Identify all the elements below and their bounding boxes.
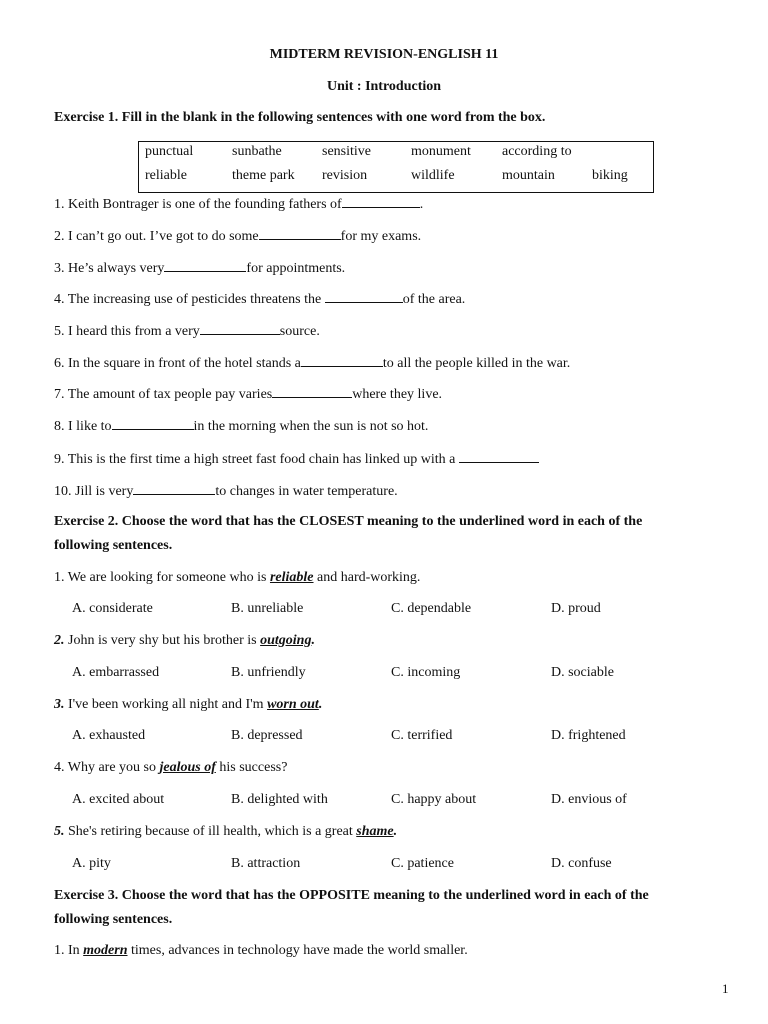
item-text: 2. I can’t go out. I’ve got to do some [54,229,259,244]
box-word: punctual [145,144,194,159]
exercise3-heading: Exercise 3. Choose the word that has the OPPOSITE meaning to the underlined word in each of the [54,888,649,903]
item-text: of the area. [402,292,466,307]
question-number: 2. [54,633,65,648]
exercise2-question [54,824,397,840]
item-text: 7. The amount of tax people pay varies [54,387,273,402]
answer-blank[interactable] [325,290,403,303]
exercise1-item [54,450,539,468]
option-b[interactable]: B. depressed [231,728,303,743]
exercise1-item [54,417,428,435]
option-a[interactable]: A. exhausted [72,728,146,743]
exercise1-item [54,195,423,213]
question-number: 1. [54,570,65,585]
question-number: 4. [54,760,65,775]
question-number: 5. [54,824,65,839]
underlined-word: worn out [267,697,319,712]
option-d[interactable]: D. proud [551,601,601,616]
exercise1-heading: Exercise 1. Fill in the blank in the following sentences with one word from the box. [54,110,546,125]
answer-blank[interactable] [301,354,383,367]
item-text: 3. He’s always very [54,261,165,276]
underlined-word: jealous of [159,760,216,775]
exercise3-question [54,943,468,959]
option-d[interactable]: D. envious of [551,792,627,807]
box-word: reliable [145,168,187,183]
question-text: 1. In [54,943,84,958]
exercise3-heading-cont: following sentences. [54,912,173,927]
answer-blank[interactable] [342,195,420,208]
exercise1-item [54,259,345,277]
exercise2-question [54,760,287,776]
question-text: and hard-working. [313,570,421,585]
underlined-word: reliable [269,570,314,585]
item-text: to all the people killed in the war. [382,356,571,371]
box-word: monument [411,144,471,159]
item-text: 1. Keith Bontrager is one of the founding fathers of [54,197,342,212]
option-b[interactable]: B. unfriendly [231,665,306,680]
answer-blank[interactable] [272,385,352,398]
exercise1-item [54,385,442,403]
item-text: 8. I like to [54,419,112,434]
item-text: 5. I heard this from a very [54,324,200,339]
option-c[interactable]: C. dependable [391,601,472,616]
option-d[interactable]: D. sociable [551,665,614,680]
exercise2-question [54,697,322,713]
item-text: for my exams. [340,229,422,244]
exercise2-question [54,633,315,649]
option-a[interactable]: A. considerate [72,601,153,616]
answer-blank[interactable] [133,482,215,495]
item-text: source. [279,324,320,339]
item-text: . [419,197,424,212]
exercise1-item [54,482,398,500]
option-b[interactable]: B. delighted with [231,792,328,807]
exercise1-item [54,290,465,308]
option-d[interactable]: D. frightened [551,728,626,743]
box-word: theme park [232,168,295,183]
question-text: John is very shy but his brother is [64,633,261,648]
page-number: 1 [722,981,729,996]
box-word: sunbathe [232,144,282,159]
option-d[interactable]: D. confuse [551,856,612,871]
question-text: . [393,824,398,839]
answer-blank[interactable] [164,259,246,272]
underlined-word: shame [356,824,394,839]
answer-blank[interactable] [259,227,341,240]
question-text: She's retiring because of ill health, which is a great [64,824,357,839]
box-word: according to [502,144,572,159]
box-word: revision [322,168,368,183]
item-text: for appointments. [246,261,346,276]
word-box [138,141,654,193]
item-text: in the morning when the sun is not so hot. [193,419,429,434]
box-word: biking [592,168,628,183]
answer-blank[interactable] [200,322,280,335]
option-b[interactable]: B. attraction [231,856,301,871]
item-text: where they live. [352,387,443,402]
box-word: wildlife [411,168,455,183]
item-text: 9. This is the first time a high street fast food chain has linked up with a [54,452,459,467]
question-text: We are looking for someone who is [64,570,270,585]
option-c[interactable]: C. happy about [391,792,477,807]
option-b[interactable]: B. unreliable [231,601,304,616]
question-text: his success? [215,760,288,775]
item-text: to changes in water temperature. [215,484,398,499]
question-text: I've been working all night and I'm [64,697,268,712]
document-title: MIDTERM REVISION-ENGLISH 11 [269,47,499,62]
exercise1-item [54,322,320,340]
question-text: Why are you so [64,760,160,775]
exercise2-heading: Exercise 2. Choose the word that has the CLOSEST meaning to the underlined word in each of the [54,514,643,529]
exercise1-item [54,227,421,245]
exercise2-question [54,570,420,586]
answer-blank[interactable] [459,450,539,463]
option-a[interactable]: A. excited about [72,792,165,807]
question-text: . [311,633,315,648]
answer-blank[interactable] [112,417,194,430]
item-text: 6. In the square in front of the hotel stands a [54,356,301,371]
option-c[interactable]: C. patience [391,856,454,871]
item-text: 10. Jill is very [54,484,134,499]
box-word: mountain [502,168,555,183]
option-a[interactable]: A. pity [72,856,111,871]
exercise1-item [54,354,570,372]
underlined-word: outgoing [260,633,312,648]
question-text: . [318,697,323,712]
option-a[interactable]: A. embarrassed [72,665,160,680]
option-c[interactable]: C. incoming [391,665,461,680]
unit-title: Unit : Introduction [326,79,442,94]
question-text: times, advances in technology have made the world smaller. [127,943,468,958]
exercise2-heading-cont: following sentences. [54,538,173,553]
underlined-word: modern [83,943,128,958]
option-c[interactable]: C. terrified [391,728,453,743]
item-text: 4. The increasing use of pesticides threatens the [54,292,325,307]
box-word: sensitive [322,144,371,159]
question-number: 3. [54,697,65,712]
